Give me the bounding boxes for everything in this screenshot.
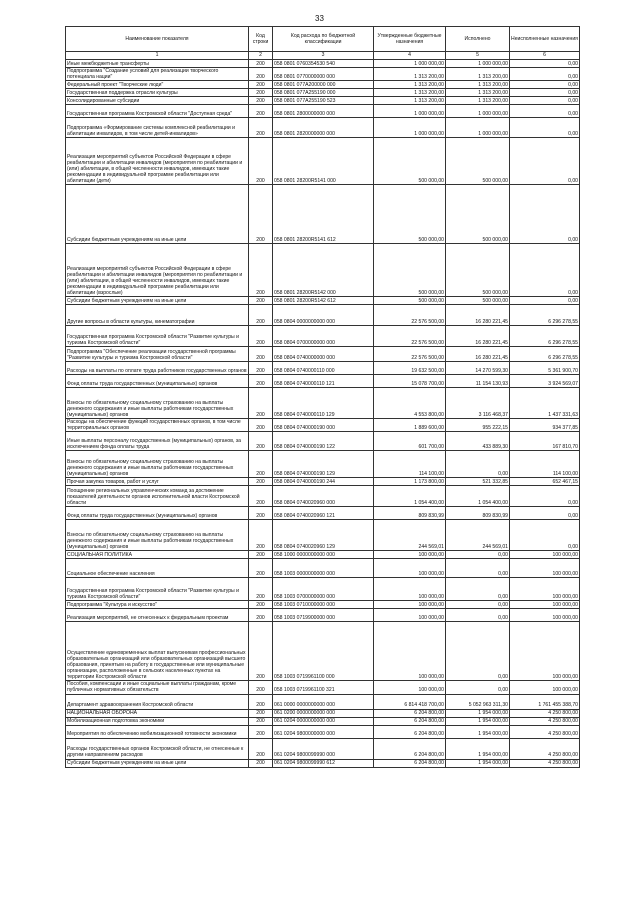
cell-name: Подпрограмма «Формирование системы комплексной реабилитации и абилитации инвалидов, в том числе детей-инвалидов»	[66, 118, 249, 138]
cell-unexecuted: 167 810,70	[510, 432, 580, 451]
cell-classification-code: 058 0801 28200R5142 612	[273, 297, 374, 305]
cell-name: Субсидии бюджетным учреждениям на иные цели	[66, 185, 249, 244]
cell-name: Расходы государственных органов Костромской области, не отнесенные к другим направлениям расходов	[66, 738, 249, 759]
cell-name: Фонд оплаты труда государственных (муниципальных) органов	[66, 375, 249, 388]
cell-name: Реализация мероприятий, не отнесенных к федеральным проектам	[66, 609, 249, 622]
cell-executed: 0,00	[446, 609, 510, 622]
cell-approved: 500 000,00	[374, 185, 446, 244]
cell-unexecuted: 4 250 800,00	[510, 709, 580, 717]
cell-unexecuted: 6 296 278,55	[510, 305, 580, 326]
cell-classification-code: 058 0804 0740000190 000	[273, 419, 374, 432]
cell-classification-code: 058 0801 077A255190 000	[273, 89, 374, 97]
cell-executed: 0,00	[446, 622, 510, 681]
column-number: 6	[510, 52, 580, 60]
cell-unexecuted: 100 000,00	[510, 609, 580, 622]
cell-row-code: 200	[249, 138, 273, 185]
cell-approved: 15 078 700,00	[374, 375, 446, 388]
cell-row-code: 200	[249, 520, 273, 551]
cell-classification-code: 058 0804 0740020960 129	[273, 520, 374, 551]
cell-approved: 1 313 200,00	[374, 68, 446, 81]
cell-row-code: 200	[249, 759, 273, 767]
cell-row-code: 200	[249, 305, 273, 326]
table-row	[66, 89, 580, 97]
table-row	[66, 138, 580, 185]
cell-executed: 0,00	[446, 578, 510, 601]
cell-unexecuted: 4 250 800,00	[510, 759, 580, 767]
cell-approved: 500 000,00	[374, 297, 446, 305]
cell-name: Взносы по обязательному социальному страхованию на выплаты денежного содержания и иные выплаты работникам государственных (муниципальных) органов	[66, 451, 249, 478]
cell-classification-code: 058 1003 0710000000 000	[273, 601, 374, 609]
cell-classification-code: 058 0804 0740000190 129	[273, 451, 374, 478]
cell-name: Субсидии бюджетным учреждениям на иные цели	[66, 297, 249, 305]
cell-classification-code: 058 0801 0760354530 540	[273, 60, 374, 68]
cell-unexecuted: 0,00	[510, 81, 580, 89]
cell-unexecuted: 0,00	[510, 520, 580, 551]
cell-unexecuted: 0,00	[510, 244, 580, 297]
cell-classification-code: 058 1003 0700000000 000	[273, 578, 374, 601]
cell-unexecuted: 3 924 569,07	[510, 375, 580, 388]
table-row	[66, 717, 580, 725]
cell-approved: 19 632 500,00	[374, 362, 446, 375]
cell-classification-code: 058 0801 077A255190 523	[273, 97, 374, 105]
cell-row-code: 200	[249, 451, 273, 478]
cell-approved: 100 000,00	[374, 609, 446, 622]
cell-unexecuted: 4 250 800,00	[510, 738, 580, 759]
cell-unexecuted: 0,00	[510, 68, 580, 81]
cell-name: Федеральный проект "Творческие люди"	[66, 81, 249, 89]
cell-classification-code: 058 0804 0700000000 000	[273, 326, 374, 347]
cell-executed: 1 000 000,00	[446, 60, 510, 68]
cell-approved: 22 576 500,00	[374, 305, 446, 326]
cell-approved: 100 000,00	[374, 681, 446, 694]
cell-executed: 1 313 200,00	[446, 89, 510, 97]
cell-executed: 1 954 000,00	[446, 725, 510, 738]
column-number: 2	[249, 52, 273, 60]
cell-classification-code: 058 1003 0719961100 000	[273, 622, 374, 681]
cell-name: Подпрограмма "Создание условий для реализации творческого потенциала нации"	[66, 68, 249, 81]
cell-name: Департамент здравоохранения Костромской области	[66, 694, 249, 709]
cell-approved: 809 830,99	[374, 507, 446, 520]
cell-unexecuted: 100 000,00	[510, 578, 580, 601]
cell-executed: 500 000,00	[446, 185, 510, 244]
table-row	[66, 486, 580, 507]
cell-row-code: 200	[249, 388, 273, 419]
cell-classification-code: 061 0204 0000000000 000	[273, 717, 374, 725]
cell-name: Прочая закупка товаров, работ и услуг	[66, 478, 249, 486]
cell-approved: 6 204 800,00	[374, 725, 446, 738]
cell-row-code: 200	[249, 738, 273, 759]
cell-executed: 11 154 130,93	[446, 375, 510, 388]
cell-row-code: 200	[249, 432, 273, 451]
cell-unexecuted: 652 467,15	[510, 478, 580, 486]
cell-row-code: 200	[249, 559, 273, 578]
cell-name: Субсидии бюджетным учреждениям на иные цели	[66, 759, 249, 767]
header-name: Наименование показателя	[66, 27, 249, 52]
cell-unexecuted: 0,00	[510, 185, 580, 244]
table-body	[66, 60, 580, 768]
cell-approved: 1 889 600,00	[374, 419, 446, 432]
cell-approved: 601 700,00	[374, 432, 446, 451]
cell-unexecuted: 100 000,00	[510, 681, 580, 694]
cell-name: Пособия, компенсации и иные социальные выплаты гражданам, кроме публичных нормативных обязательств	[66, 681, 249, 694]
cell-approved: 100 000,00	[374, 601, 446, 609]
header-executed: Исполнено	[446, 27, 510, 52]
cell-row-code: 200	[249, 478, 273, 486]
cell-row-code: 200	[249, 507, 273, 520]
page-number: 33	[315, 14, 324, 23]
table-row	[66, 375, 580, 388]
cell-name: Мероприятия по обеспечению мобилизационной готовности экономики	[66, 725, 249, 738]
table-row	[66, 244, 580, 297]
cell-classification-code: 058 0801 2800000000 000	[273, 105, 374, 118]
cell-row-code: 200	[249, 609, 273, 622]
cell-classification-code: 058 0801 28200R5141 612	[273, 185, 374, 244]
cell-name: Взносы по обязательному социальному страхованию на выплаты денежного содержания и иные выплаты работникам государственных (муниципальных) органов	[66, 520, 249, 551]
column-number-row	[66, 52, 580, 60]
cell-name: Расходы на обеспечение функций государственных органов, в том числе территориальных органов	[66, 419, 249, 432]
table-row	[66, 118, 580, 138]
cell-classification-code: 061 0204 9800099990 000	[273, 738, 374, 759]
cell-unexecuted: 4 250 800,00	[510, 725, 580, 738]
table-row	[66, 305, 580, 326]
cell-classification-code: 058 0804 0740000000 000	[273, 347, 374, 362]
cell-classification-code: 061 0204 9800000000 000	[273, 725, 374, 738]
cell-unexecuted: 100 000,00	[510, 551, 580, 559]
cell-approved: 100 000,00	[374, 551, 446, 559]
cell-executed: 0,00	[446, 551, 510, 559]
cell-classification-code: 058 0804 0740000110 000	[273, 362, 374, 375]
cell-executed: 1 954 000,00	[446, 709, 510, 717]
cell-executed: 1 313 200,00	[446, 81, 510, 89]
cell-name: Реализация мероприятий субъектов Российской Федерации в сфере реабилитации и абилитации инвалидов (мероприятия по реабилитации и (или) абилитации, в общей численности инвалидов, имеющих такие рекомендации в индивидуальной программе реабилитации или абилитации (дети)	[66, 138, 249, 185]
header-classification-code: Код расхода по бюджетной классификации	[273, 27, 374, 52]
cell-name: Взносы по обязательному социальному страхованию на выплаты денежного содержания и иные выплаты работникам государственных (муниципальных) органов	[66, 388, 249, 419]
cell-name: Государственная поддержка отрасли культуры	[66, 89, 249, 97]
cell-unexecuted: 5 361 900,70	[510, 362, 580, 375]
cell-row-code: 200	[249, 68, 273, 81]
cell-unexecuted: 0,00	[510, 118, 580, 138]
cell-row-code: 200	[249, 694, 273, 709]
table-row	[66, 559, 580, 578]
cell-classification-code: 058 0804 0740020960 121	[273, 507, 374, 520]
cell-unexecuted: 4 250 800,00	[510, 717, 580, 725]
cell-executed: 500 000,00	[446, 138, 510, 185]
cell-executed: 5 052 963 311,30	[446, 694, 510, 709]
cell-executed: 1 000 000,00	[446, 118, 510, 138]
table-row	[66, 362, 580, 375]
cell-unexecuted: 0,00	[510, 507, 580, 520]
cell-name: Поощрение региональных управленческих команд за достижение показателей деятельности органов исполнительной власти Костромской области	[66, 486, 249, 507]
cell-row-code: 200	[249, 97, 273, 105]
cell-approved: 1 313 200,00	[374, 81, 446, 89]
cell-unexecuted: 100 000,00	[510, 601, 580, 609]
cell-executed: 3 116 468,37	[446, 388, 510, 419]
table-row	[66, 507, 580, 520]
cell-approved: 244 569,01	[374, 520, 446, 551]
cell-unexecuted: 0,00	[510, 60, 580, 68]
cell-executed: 955 222,15	[446, 419, 510, 432]
cell-classification-code: 058 0804 0000000000 000	[273, 305, 374, 326]
cell-row-code: 200	[249, 375, 273, 388]
table-row	[66, 478, 580, 486]
cell-classification-code: 058 0804 0740020960 000	[273, 486, 374, 507]
cell-name: Подпрограмма "Обеспечение реализации государственной программы "Развитие культуры и туризма Костромской области"	[66, 347, 249, 362]
cell-row-code: 200	[249, 347, 273, 362]
cell-classification-code: 058 0801 28200R5141 000	[273, 138, 374, 185]
table-row	[66, 419, 580, 432]
table-row	[66, 738, 580, 759]
cell-approved: 100 000,00	[374, 559, 446, 578]
cell-executed: 1 054 400,00	[446, 486, 510, 507]
cell-row-code: 200	[249, 419, 273, 432]
cell-executed: 16 280 221,45	[446, 326, 510, 347]
column-number: 1	[66, 52, 249, 60]
cell-name: Государственная программа Костромской области "Доступная среда"	[66, 105, 249, 118]
cell-name: Подпрограмма "Культура и искусство"	[66, 601, 249, 609]
cell-executed: 1 954 000,00	[446, 759, 510, 767]
cell-row-code: 200	[249, 326, 273, 347]
cell-executed: 0,00	[446, 601, 510, 609]
cell-classification-code: 058 0801 0770000000 000	[273, 68, 374, 81]
cell-approved: 6 204 800,00	[374, 759, 446, 767]
cell-classification-code: 058 0804 0740000110 121	[273, 375, 374, 388]
table-row	[66, 68, 580, 81]
column-number: 4	[374, 52, 446, 60]
cell-unexecuted: 1 761 455 388,70	[510, 694, 580, 709]
cell-approved: 100 000,00	[374, 578, 446, 601]
table-row	[66, 97, 580, 105]
cell-row-code: 200	[249, 486, 273, 507]
table-row	[66, 451, 580, 478]
cell-row-code: 200	[249, 362, 273, 375]
cell-unexecuted: 6 296 278,55	[510, 326, 580, 347]
cell-classification-code: 061 0204 9800099990 612	[273, 759, 374, 767]
cell-executed: 521 332,85	[446, 478, 510, 486]
table-row	[66, 609, 580, 622]
table-row	[66, 60, 580, 68]
cell-classification-code: 058 0804 0740000110 129	[273, 388, 374, 419]
cell-unexecuted: 100 000,00	[510, 559, 580, 578]
cell-classification-code: 061 0000 0000000000 000	[273, 694, 374, 709]
cell-approved: 1 173 800,00	[374, 478, 446, 486]
cell-unexecuted: 114 100,00	[510, 451, 580, 478]
cell-row-code: 200	[249, 717, 273, 725]
cell-name: СОЦИАЛЬНАЯ ПОЛИТИКА	[66, 551, 249, 559]
cell-name: Мобилизационная подготовка экономики	[66, 717, 249, 725]
cell-executed: 500 000,00	[446, 297, 510, 305]
cell-executed: 14 270 599,30	[446, 362, 510, 375]
table-row	[66, 601, 580, 609]
cell-name: Другие вопросы в области культуры, кинематографии	[66, 305, 249, 326]
cell-classification-code: 058 1003 0719961100 321	[273, 681, 374, 694]
cell-executed: 500 000,00	[446, 244, 510, 297]
cell-name: Социальное обеспечение населения	[66, 559, 249, 578]
cell-executed: 1 313 200,00	[446, 97, 510, 105]
cell-unexecuted: 0,00	[510, 89, 580, 97]
table-row	[66, 185, 580, 244]
cell-approved: 22 576 500,00	[374, 326, 446, 347]
cell-unexecuted: 0,00	[510, 486, 580, 507]
cell-executed: 1 954 000,00	[446, 717, 510, 725]
cell-unexecuted: 0,00	[510, 138, 580, 185]
cell-row-code: 200	[249, 551, 273, 559]
cell-classification-code: 058 0804 0740000190 122	[273, 432, 374, 451]
cell-approved: 1 000 000,00	[374, 118, 446, 138]
cell-executed: 1 313 200,00	[446, 68, 510, 81]
cell-name: Государственная программа Костромской области "Развитие культуры и туризма Костромской области"	[66, 326, 249, 347]
cell-classification-code: 058 0801 077A200000 000	[273, 81, 374, 89]
cell-classification-code: 058 0804 0740000190 244	[273, 478, 374, 486]
cell-approved: 6 204 800,00	[374, 738, 446, 759]
cell-approved: 500 000,00	[374, 244, 446, 297]
table-row	[66, 432, 580, 451]
cell-executed: 16 280 221,45	[446, 347, 510, 362]
cell-executed: 1 000 000,00	[446, 105, 510, 118]
cell-unexecuted: 1 437 331,63	[510, 388, 580, 419]
table-row	[66, 759, 580, 767]
cell-row-code: 200	[249, 89, 273, 97]
cell-row-code: 200	[249, 244, 273, 297]
header-unexecuted: Неисполненные назначения	[510, 27, 580, 52]
cell-classification-code: 058 1000 0000000000 000	[273, 551, 374, 559]
cell-executed: 0,00	[446, 559, 510, 578]
cell-approved: 6 204 800,00	[374, 709, 446, 717]
table-row	[66, 326, 580, 347]
column-number: 5	[446, 52, 510, 60]
cell-row-code: 200	[249, 622, 273, 681]
cell-classification-code: 061 0200 0000000000 000	[273, 709, 374, 717]
cell-row-code: 200	[249, 725, 273, 738]
table-row	[66, 578, 580, 601]
cell-name: Иные межбюджетные трансферты	[66, 60, 249, 68]
cell-name: Расходы на выплаты по оплате труда работников государственных органов	[66, 362, 249, 375]
cell-executed: 1 954 000,00	[446, 738, 510, 759]
cell-name: Реализация мероприятий субъектов Российской Федерации в сфере реабилитации и абилитации инвалидов (мероприятия по реабилитации и (или) абилитации, в общей численности инвалидов, имеющих такие рекомендации в индивидуальной программе реабилитации или абилитации (взрослые)	[66, 244, 249, 297]
table-row	[66, 725, 580, 738]
table-header-row	[66, 27, 580, 52]
table-row	[66, 297, 580, 305]
cell-classification-code: 058 1003 0719900000 000	[273, 609, 374, 622]
cell-approved: 6 814 418 700,00	[374, 694, 446, 709]
cell-executed: 0,00	[446, 681, 510, 694]
cell-approved: 4 553 800,00	[374, 388, 446, 419]
table-row	[66, 388, 580, 419]
cell-row-code: 200	[249, 105, 273, 118]
header-row-code: Код строки	[249, 27, 273, 52]
cell-name: Государственная программа Костромской области "Развитие культуры и туризма Костромской области"	[66, 578, 249, 601]
table-row	[66, 520, 580, 551]
header-approved: Утвержденные бюджетные назначения	[374, 27, 446, 52]
cell-approved: 1 054 400,00	[374, 486, 446, 507]
cell-unexecuted: 0,00	[510, 297, 580, 305]
cell-unexecuted: 100 000,00	[510, 622, 580, 681]
table-row	[66, 694, 580, 709]
cell-row-code: 200	[249, 118, 273, 138]
cell-executed: 809 830,99	[446, 507, 510, 520]
cell-executed: 0,00	[446, 451, 510, 478]
table-row	[66, 347, 580, 362]
cell-approved: 500 000,00	[374, 138, 446, 185]
cell-name: НАЦИОНАЛЬНАЯ ОБОРОНА	[66, 709, 249, 717]
cell-approved: 1 000 000,00	[374, 105, 446, 118]
cell-classification-code: 058 0801 28200R5142 000	[273, 244, 374, 297]
table-row	[66, 681, 580, 694]
cell-name: Фонд оплаты труда государственных (муниципальных) органов	[66, 507, 249, 520]
cell-row-code: 200	[249, 185, 273, 244]
cell-row-code: 200	[249, 709, 273, 717]
cell-row-code: 200	[249, 60, 273, 68]
cell-name: Иные выплаты персоналу государственных (муниципальных) органов, за исключением фонда оплаты труда	[66, 432, 249, 451]
cell-unexecuted: 6 296 278,55	[510, 347, 580, 362]
cell-row-code: 200	[249, 578, 273, 601]
budget-execution-table	[65, 26, 580, 768]
cell-executed: 244 569,01	[446, 520, 510, 551]
cell-approved: 114 100,00	[374, 451, 446, 478]
table-row	[66, 709, 580, 717]
cell-row-code: 200	[249, 297, 273, 305]
cell-classification-code: 058 1003 0000000000 000	[273, 559, 374, 578]
cell-unexecuted: 0,00	[510, 105, 580, 118]
cell-row-code: 200	[249, 81, 273, 89]
cell-approved: 100 000,00	[374, 622, 446, 681]
cell-unexecuted: 0,00	[510, 97, 580, 105]
table-row	[66, 105, 580, 118]
table-row	[66, 551, 580, 559]
cell-row-code: 200	[249, 681, 273, 694]
cell-approved: 1 000 000,00	[374, 60, 446, 68]
cell-classification-code: 058 0801 2820000000 000	[273, 118, 374, 138]
cell-name: Консолидированные субсидии	[66, 97, 249, 105]
cell-row-code: 200	[249, 601, 273, 609]
cell-unexecuted: 934 377,85	[510, 419, 580, 432]
cell-approved: 22 576 500,00	[374, 347, 446, 362]
cell-approved: 1 313 200,00	[374, 89, 446, 97]
table-row	[66, 81, 580, 89]
cell-name: Осуществление единовременных выплат выпускникам профессиональных образовательных организаций или образовательных организаций высшего образования, принятым на работу в государственные или муниципальные организации, расположенные в сельских населенных пунктах на территории Костромской области	[66, 622, 249, 681]
cell-approved: 6 204 800,00	[374, 717, 446, 725]
cell-approved: 1 313 200,00	[374, 97, 446, 105]
column-number: 3	[273, 52, 374, 60]
table-row	[66, 622, 580, 681]
cell-executed: 433 889,30	[446, 432, 510, 451]
cell-executed: 16 280 221,45	[446, 305, 510, 326]
